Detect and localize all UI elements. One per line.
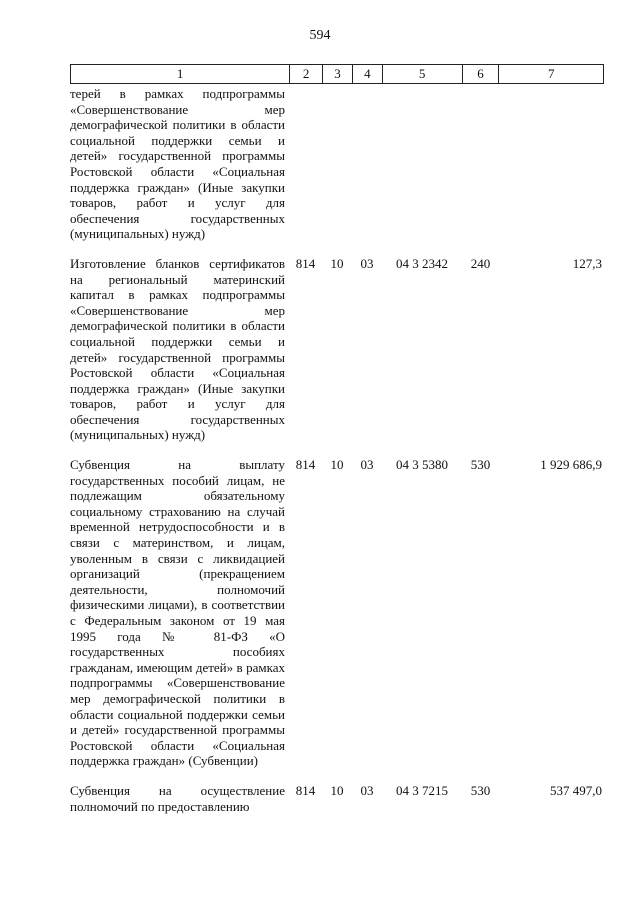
row-section: 10	[330, 457, 344, 473]
row-name: Изготовление бланков сертификатов на региональный материнский капитал в рамках подпрограммы «Совершенствование мер демографической политики в области социальной поддержки семьи и детей» государственной программы Ростовской области «Социальная поддержка граждан» (Иные закупки товаров, работ и услуг для обеспечения государственных (муниципальных) нужд)	[70, 255, 285, 443]
row-admin-code: 814	[295, 255, 316, 271]
row-expense-type: 240	[470, 255, 491, 271]
row-name: терей в рамках подпрограммы «Совершенствование мер демографической политики в области социальной поддержки семьи и детей» государственной программы Ростовской области «Социальная поддержка граждан» (Иные закупки товаров, работ и услуг для обеспечения государственных (муниципальных) нужд)	[70, 86, 285, 242]
row-section: 10	[330, 782, 344, 798]
row-admin-code: 814	[295, 457, 316, 473]
row-expense-type: 530	[470, 457, 491, 473]
table-row	[70, 86, 604, 242]
row-amount: 537 497,0	[550, 782, 602, 798]
budget-table	[70, 64, 604, 814]
header-col-4: 4	[352, 65, 382, 83]
row-expense-type: 530	[470, 782, 491, 798]
row-target-article: 04 3 5380	[396, 457, 448, 473]
header-col-5: 5	[382, 65, 462, 83]
header-col-6: 6	[462, 65, 499, 83]
header-col-2: 2	[289, 65, 322, 83]
row-amount: 1 929 686,9	[540, 457, 602, 473]
header-col-1: 1	[176, 66, 184, 81]
row-subsection: 03	[360, 255, 374, 271]
row-section: 10	[330, 255, 344, 271]
table-row	[70, 457, 604, 769]
header-col-3: 3	[322, 65, 352, 83]
row-name: Субвенция на выплату государственных пособий лицам, не подлежащим обязательному социальному страхованию на случай временной нетрудоспособности и в связи с материнством, и лицам, уволенным в связи с ликвидацией организаций (прекращением деятельности, полномочий физическими лицами), в соответствии с Федеральным законом от 19 мая 1995 года № 81-ФЗ «О государственных пособиях гражданам, имеющим детей» в рамках подпрограммы «Совершенствование мер демографической политики в области социальной поддержки семьи и детей» государственной программы Ростовской области «Социальная поддержка граждан» (Субвенции)	[70, 457, 285, 769]
table-row	[70, 783, 604, 814]
row-admin-code: 814	[295, 782, 316, 798]
row-target-article: 04 3 2342	[396, 255, 448, 271]
header-col-7: 7	[498, 65, 603, 83]
table-header	[70, 64, 604, 84]
row-target-article: 04 3 7215	[396, 782, 448, 798]
row-subsection: 03	[360, 782, 374, 798]
page-number: 594	[309, 28, 331, 43]
row-name: Субвенция на осуществление полномочий по предоставлению	[70, 782, 285, 814]
row-subsection: 03	[360, 457, 374, 473]
row-amount: 127,3	[572, 255, 602, 271]
table-row	[70, 256, 604, 443]
